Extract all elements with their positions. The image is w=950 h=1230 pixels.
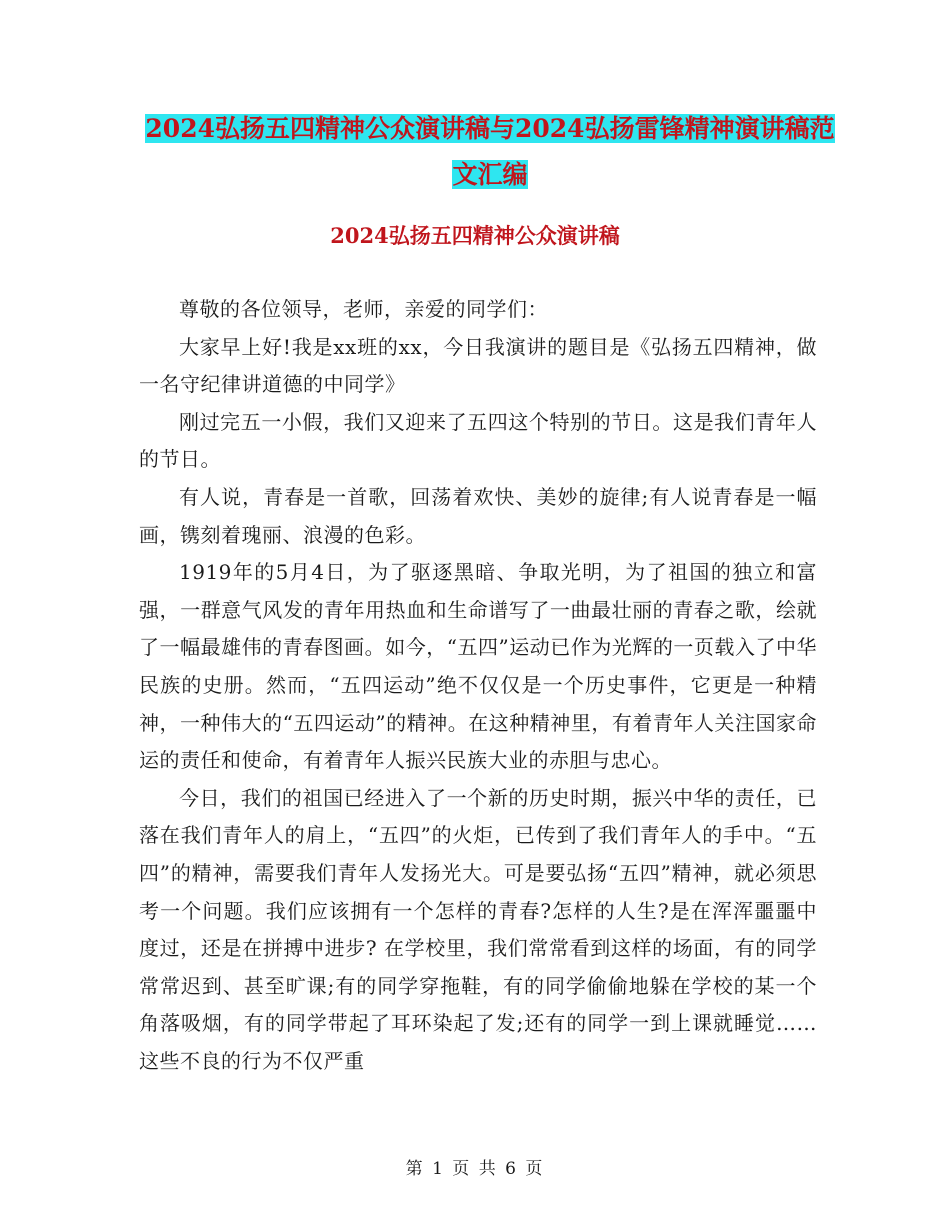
paragraph: 有人说，青春是一首歌，回荡着欢快、美妙的旋律;有人说青春是一幅画，镌刻着瑰丽、浪漫的色彩。 bbox=[139, 484, 817, 547]
paragraph: 尊敬的各位领导，老师，亲爱的同学们： bbox=[179, 297, 548, 321]
document-title-text: 2024弘扬五四精神公众演讲稿与2024弘扬雷锋精神演讲稿范文汇编 bbox=[145, 114, 835, 189]
paragraph: 大家早上好!我是xx班的xx，今日我演讲的题目是《弘扬五四精神，做一名守纪律讲道德的中同学》 bbox=[139, 334, 817, 397]
document-title bbox=[140, 106, 840, 198]
page-footer: 第 1 页 共 6 页 bbox=[405, 1159, 545, 1179]
paragraph: 1919年的5月4日，为了驱逐黑暗、争取光明，为了祖国的独立和富强，一群意气风发的青年用热血和生命谱写了一曲最壮丽的青春之歌，绘就了一幅最雄伟的青春图画。如今，“五四”运动已作为光辉的一页载入了中华民族的史册。然而，“五四运动”绝不仅仅是一个历史事件，它更是一种精神，一种伟大的“五四运动”的精神。在这种精神里，有着青年人关注国家命运的责任和使命，有着青年人振兴民族大业的赤胆与忠心。 bbox=[139, 560, 817, 773]
section-title: 2024弘扬五四精神公众演讲稿 bbox=[330, 223, 620, 248]
document-body bbox=[139, 291, 817, 1080]
paragraph: 今日，我们的祖国已经进入了一个新的历史时期，振兴中华的责任，已落在我们青年人的肩上，“五四”的火炬，已传到了我们青年人的手中。“五四”的精神，需要我们青年人发扬光大。可是要弘扬“五四”精神，就必须思考一个问题。我们应该拥有一个怎样的青春?怎样的人生?是在浑浑噩噩中度过，还是在拼搏中进步? 在学校里，我们常常看到这样的场面，有的同学常常迟到、甚至旷课;有的同学穿拖鞋，有的同学偷偷地躲在学校的某一个角落吸烟，有的同学带起了耳环染起了发;还有的同学一到上课就睡觉……这些不良的行为不仅严重 bbox=[139, 785, 817, 1073]
paragraph: 刚过完五一小假，我们又迎来了五四这个特别的节日。这是我们青年人的节日。 bbox=[139, 409, 817, 472]
